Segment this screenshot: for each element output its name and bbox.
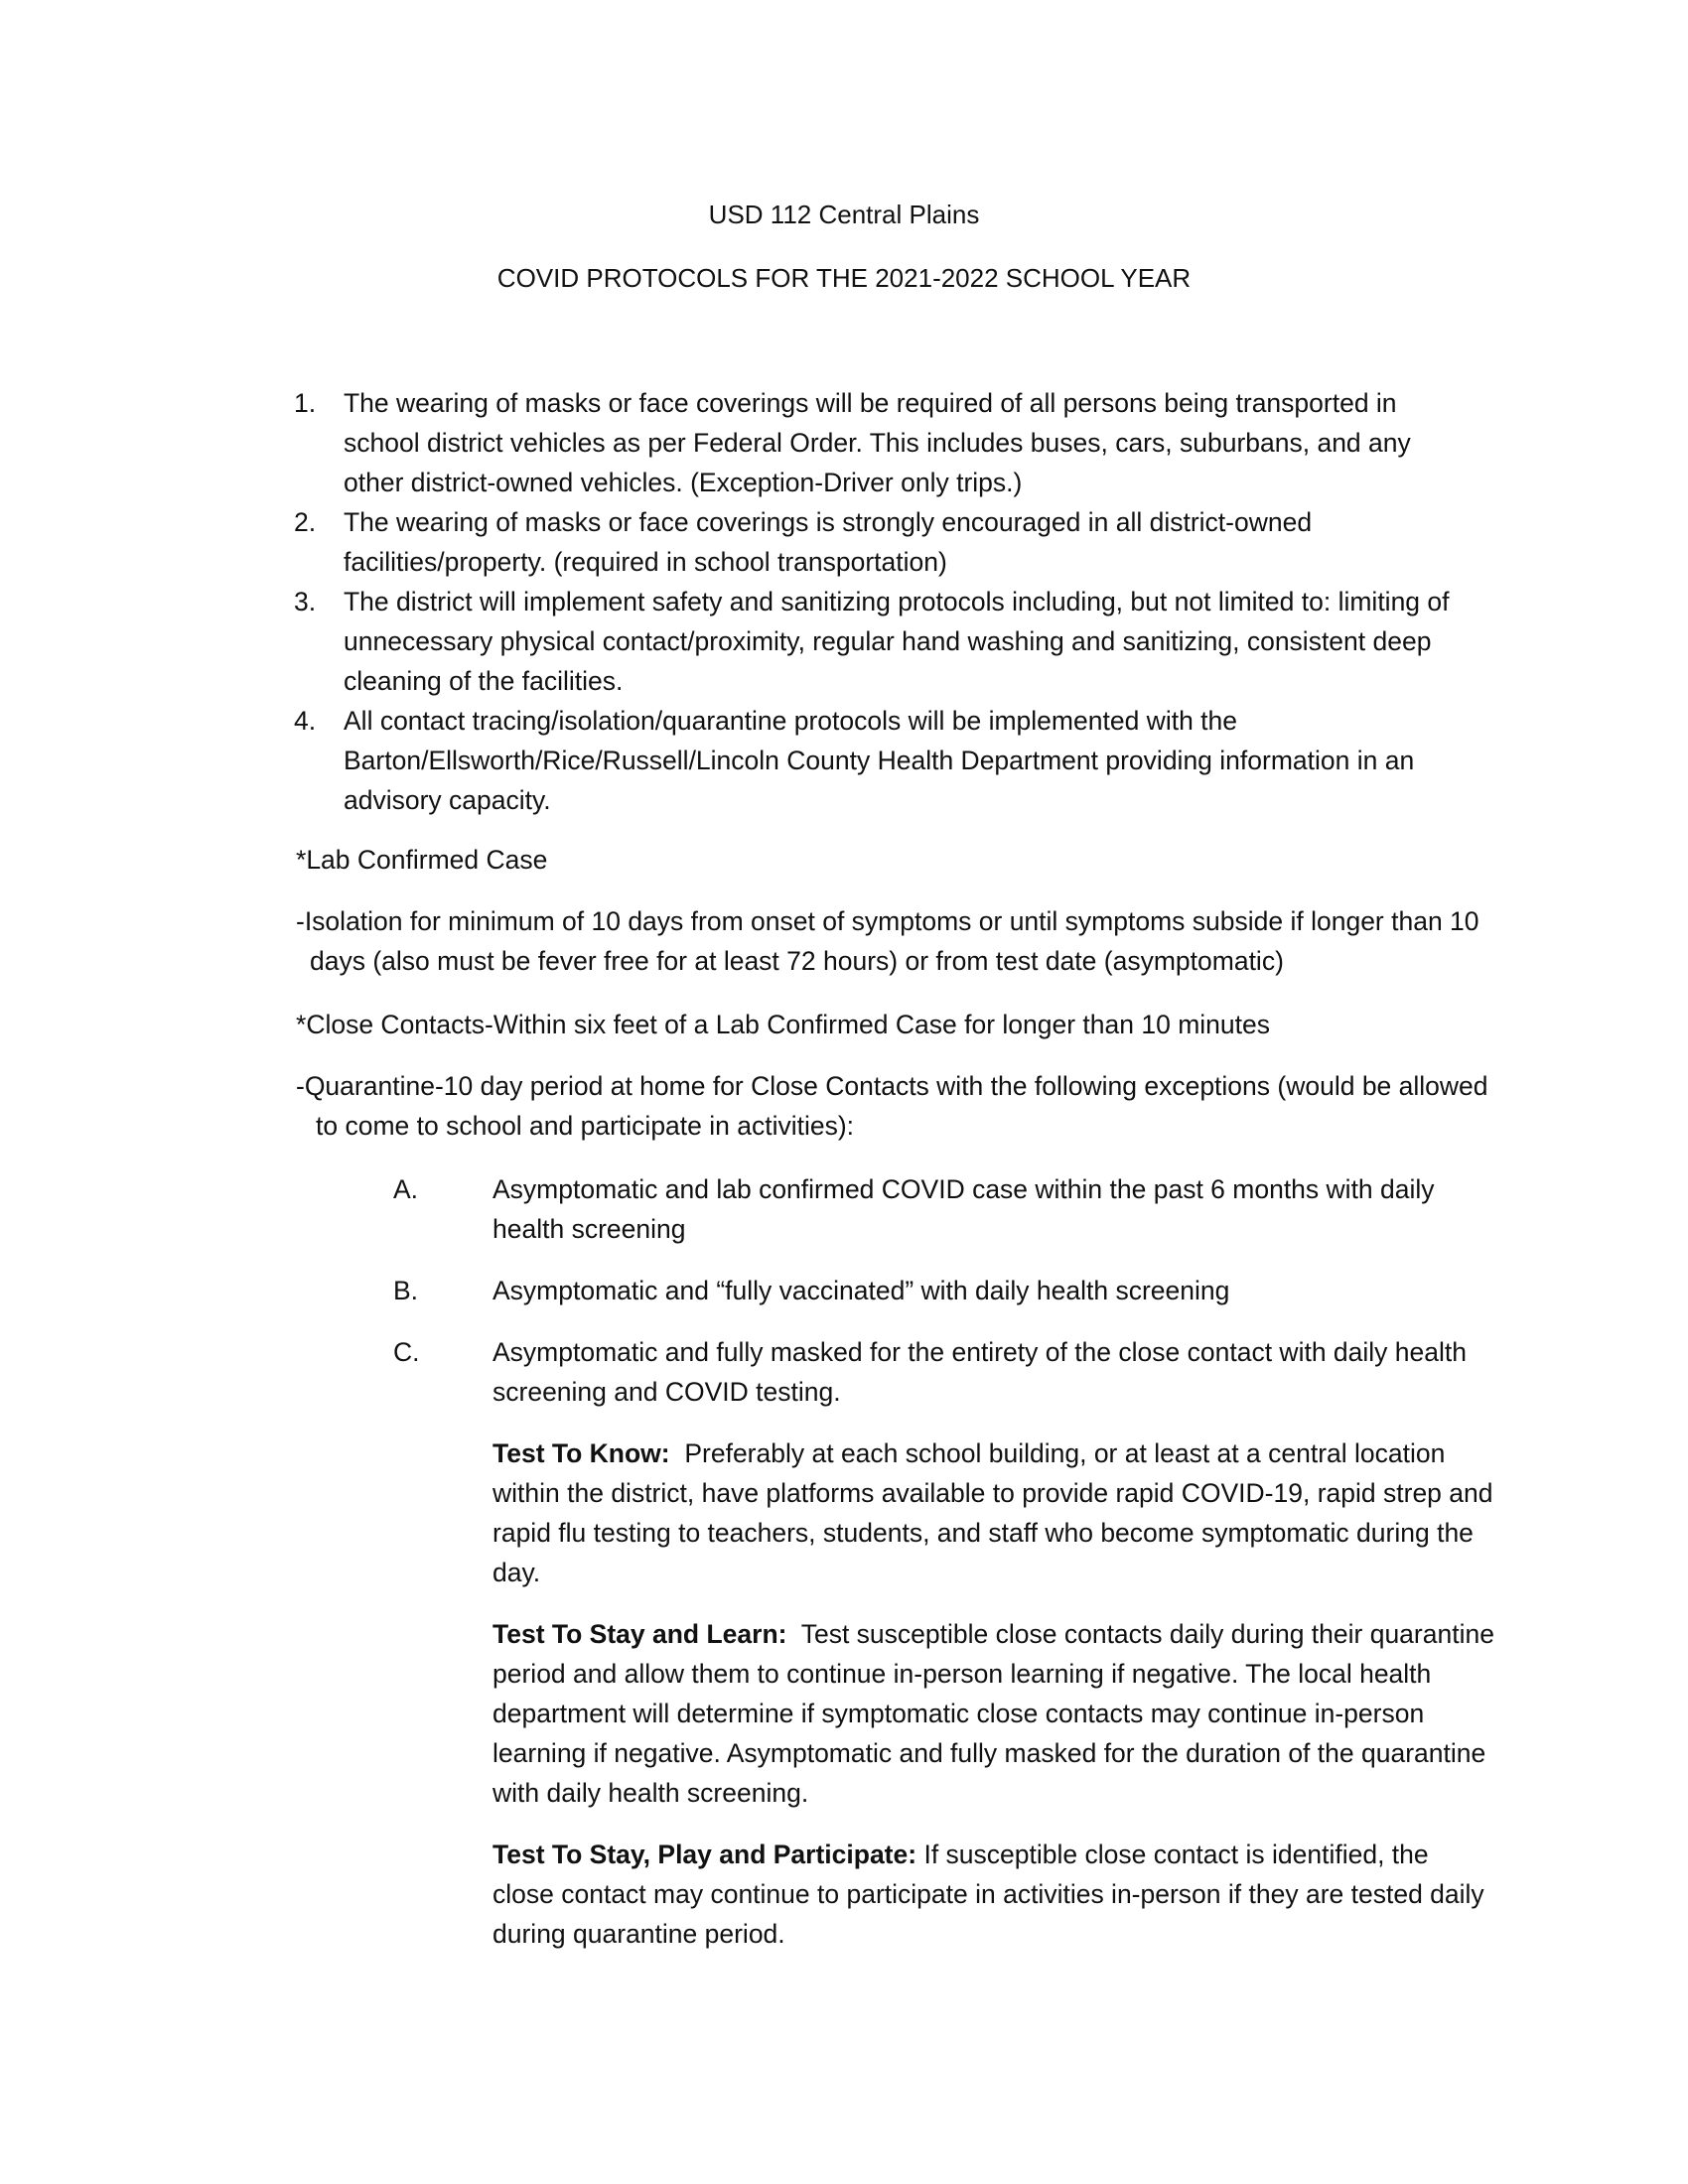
exception-text: Asymptomatic and lab confirmed COVID case within the past 6 months with daily health screening (492, 1174, 1435, 1244)
close-contacts-paragraph: *Close Contacts-Within six feet of a Lab Confirmed Case for longer than 10 minutes (296, 1010, 1270, 1039)
test-program-block (492, 1433, 1495, 1592)
exception-item (393, 1332, 1495, 1412)
protocol-list (294, 383, 1466, 820)
exception-text: Asymptomatic and “fully vaccinated” with daily health screening (492, 1276, 1230, 1305)
protocol-number: 4. (294, 706, 317, 736)
protocol-text: The wearing of masks or face coverings will be required of all persons being transported in school district vehicles as per Federal Order. This includes buses, cars, suburbans, and any other district-owned vehicles. (Exception-Driver only trips.) (344, 388, 1411, 497)
exception-item (393, 1271, 1495, 1310)
quarantine-paragraph: -Quarantine-10 day period at home for Close Contacts with the following exceptions (would be allowed to come to school and participate in activities): (296, 1071, 1488, 1141)
isolation-paragraph: -Isolation for minimum of 10 days from onset of symptoms or until symptoms subside if longer than 10 days (also must be fever free for at least 72 hours) or from test date (asymptomatic) (296, 906, 1479, 976)
protocol-item (294, 582, 1466, 701)
protocol-number: 2. (294, 507, 317, 537)
document-subtitle: COVID PROTOCOLS FOR THE 2021-2022 SCHOOL YEAR (496, 263, 1192, 293)
protocol-item (294, 701, 1466, 820)
protocol-number: 3. (294, 587, 317, 616)
lab-confirmed-case-label: *Lab Confirmed Case (296, 845, 548, 875)
protocol-item (294, 502, 1466, 582)
protocol-item (294, 383, 1466, 502)
protocol-number: 1. (294, 388, 317, 418)
exception-item (393, 1169, 1495, 1249)
protocol-text: The wearing of masks or face coverings is strongly encouraged in all district-owned facilities/property. (required in school transportation) (344, 507, 1313, 577)
test-program-block (492, 1835, 1495, 1954)
district-title: USD 112 Central Plains (708, 200, 980, 229)
protocol-text: The district will implement safety and sanitizing protocols including, but not limited to: limiting of unnecessary physical contact/proximity, regular hand washing and sanitizing, consistent deep cleaning of the facilities. (344, 587, 1450, 696)
test-program-text: Preferably at each school building, or at least at a central location within the district, have platforms available to provide rapid COVID-19, rapid strep and rapid flu testing to teachers, students, and staff who become symptomatic during the day. (492, 1438, 1493, 1587)
test-program-heading: Test To Stay, Play and Participate: (492, 1840, 917, 1869)
protocol-text: All contact tracing/isolation/quarantine protocols will be implemented with the Barton/Ellsworth/Rice/Russell/Lincoln County Health Department providing information in an advisory capacity. (344, 706, 1415, 815)
test-program-heading: Test To Stay and Learn: (492, 1619, 787, 1649)
test-program-text: Test susceptible close contacts daily during their quarantine period and allow them to continue in-person learning if negative. The local health department will determine if symptomatic close contacts may continue in-person learning if negative. Asymptomatic and fully masked for the duration of the quarantine with daily health screening. (492, 1619, 1494, 1808)
exception-text: Asymptomatic and fully masked for the entirety of the close contact with daily health screening and COVID testing. (492, 1337, 1467, 1407)
test-program-text: If susceptible close contact is identified, the close contact may continue to participate in activities in-person if they are tested daily during quarantine period. (492, 1840, 1484, 1949)
exception-letter: C. (393, 1337, 420, 1367)
exception-letter: B. (393, 1276, 419, 1305)
test-program-block (492, 1614, 1495, 1813)
test-program-heading: Test To Know: (492, 1438, 670, 1468)
exception-letter: A. (393, 1174, 419, 1204)
